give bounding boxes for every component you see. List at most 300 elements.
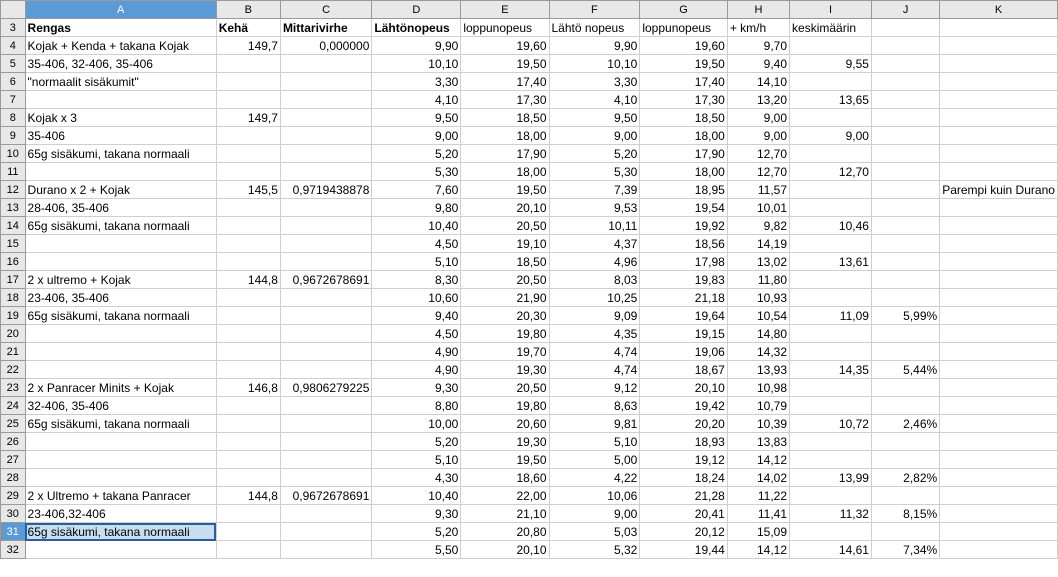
- table-row[interactable]: [1, 199, 1058, 217]
- cell-E18[interactable]: 21,90: [461, 289, 549, 307]
- row-header-11[interactable]: 11: [1, 163, 26, 181]
- cell-H10[interactable]: 12,70: [727, 145, 789, 163]
- cell-E11[interactable]: 18,00: [461, 163, 549, 181]
- cell-I15[interactable]: [790, 235, 872, 253]
- cell-D23[interactable]: 9,30: [372, 379, 461, 397]
- cell-G16[interactable]: 17,98: [640, 253, 728, 271]
- cell-B12[interactable]: 145,5: [216, 181, 280, 199]
- cell-E25[interactable]: 20,60: [461, 415, 549, 433]
- cell-C17[interactable]: 0,9672678691: [280, 271, 371, 289]
- cell-F11[interactable]: 5,30: [549, 163, 640, 181]
- cell-C7[interactable]: [280, 91, 371, 109]
- cell-G18[interactable]: 21,18: [640, 289, 728, 307]
- cell-A23[interactable]: 2 x Panracer Minits + Kojak: [25, 379, 216, 397]
- cell-H13[interactable]: 10,01: [727, 199, 789, 217]
- cell-D21[interactable]: 4,90: [372, 343, 461, 361]
- cell-F27[interactable]: 5,00: [549, 451, 640, 469]
- cell-D32[interactable]: 5,50: [372, 541, 461, 559]
- cell-J5[interactable]: [871, 55, 939, 73]
- cell-C10[interactable]: [280, 145, 371, 163]
- table-row[interactable]: [1, 397, 1058, 415]
- cell-G10[interactable]: 17,90: [640, 145, 728, 163]
- cell-B8[interactable]: 149,7: [216, 109, 280, 127]
- cell-J18[interactable]: [871, 289, 939, 307]
- cell-E4[interactable]: 19,60: [461, 37, 549, 55]
- column-header-b[interactable]: B: [216, 1, 280, 19]
- cell-D9[interactable]: 9,00: [372, 127, 461, 145]
- cell-J13[interactable]: [871, 199, 939, 217]
- cell-J22[interactable]: 5,44%: [871, 361, 939, 379]
- cell-H26[interactable]: 13,83: [727, 433, 789, 451]
- cell-G23[interactable]: 20,10: [640, 379, 728, 397]
- cell-J32[interactable]: 7,34%: [871, 541, 939, 559]
- cell-D6[interactable]: 3,30: [372, 73, 461, 91]
- cell-I13[interactable]: [790, 199, 872, 217]
- cell-D3[interactable]: Lähtönopeus: [372, 19, 461, 37]
- cell-I22[interactable]: 14,35: [790, 361, 872, 379]
- row-header-13[interactable]: 13: [1, 199, 26, 217]
- cell-B16[interactable]: [216, 253, 280, 271]
- cell-C25[interactable]: [280, 415, 371, 433]
- cell-D5[interactable]: 10,10: [372, 55, 461, 73]
- cell-J23[interactable]: [871, 379, 939, 397]
- cell-E26[interactable]: 19,30: [461, 433, 549, 451]
- cell-B29[interactable]: 144,8: [216, 487, 280, 505]
- cell-E21[interactable]: 19,70: [461, 343, 549, 361]
- cell-H30[interactable]: 11,41: [727, 505, 789, 523]
- row-header-26[interactable]: 26: [1, 433, 26, 451]
- cell-K12[interactable]: Parempi kuin Durano: [940, 181, 1058, 199]
- cell-H24[interactable]: 10,79: [727, 397, 789, 415]
- cell-J12[interactable]: [871, 181, 939, 199]
- cell-C14[interactable]: [280, 217, 371, 235]
- cell-B9[interactable]: [216, 127, 280, 145]
- cell-A24[interactable]: 32-406, 35-406: [25, 397, 216, 415]
- cell-D24[interactable]: 8,80: [372, 397, 461, 415]
- cell-E16[interactable]: 18,50: [461, 253, 549, 271]
- cell-H29[interactable]: 11,22: [727, 487, 789, 505]
- cell-G28[interactable]: 18,24: [640, 469, 728, 487]
- cell-G3[interactable]: loppunopeus: [640, 19, 728, 37]
- grid-body[interactable]: [1, 19, 1058, 559]
- cell-F19[interactable]: 9,09: [549, 307, 640, 325]
- cell-C16[interactable]: [280, 253, 371, 271]
- cell-E22[interactable]: 19,30: [461, 361, 549, 379]
- cell-A29[interactable]: 2 x Ultremo + takana Panracer: [25, 487, 216, 505]
- cell-F12[interactable]: 7,39: [549, 181, 640, 199]
- cell-H20[interactable]: 14,80: [727, 325, 789, 343]
- column-header-g[interactable]: G: [640, 1, 728, 19]
- cell-H5[interactable]: 9,40: [727, 55, 789, 73]
- cell-A22[interactable]: [25, 361, 216, 379]
- cell-C22[interactable]: [280, 361, 371, 379]
- cell-A10[interactable]: 65g sisäkumi, takana normaali: [25, 145, 216, 163]
- cell-I24[interactable]: [790, 397, 872, 415]
- cell-H11[interactable]: 12,70: [727, 163, 789, 181]
- row-header-17[interactable]: 17: [1, 271, 26, 289]
- cell-A9[interactable]: 35-406: [25, 127, 216, 145]
- cell-G26[interactable]: 18,93: [640, 433, 728, 451]
- row-header-28[interactable]: 28: [1, 469, 26, 487]
- cell-I19[interactable]: 11,09: [790, 307, 872, 325]
- cell-I32[interactable]: 14,61: [790, 541, 872, 559]
- cell-G22[interactable]: 18,67: [640, 361, 728, 379]
- cell-J28[interactable]: 2,82%: [871, 469, 939, 487]
- cell-K21[interactable]: [940, 343, 1058, 361]
- cell-C26[interactable]: [280, 433, 371, 451]
- cell-F25[interactable]: 9,81: [549, 415, 640, 433]
- cell-A28[interactable]: [25, 469, 216, 487]
- cell-F15[interactable]: 4,37: [549, 235, 640, 253]
- corner-select-all[interactable]: [1, 1, 26, 19]
- cell-G29[interactable]: 21,28: [640, 487, 728, 505]
- cell-C28[interactable]: [280, 469, 371, 487]
- cell-C8[interactable]: [280, 109, 371, 127]
- cell-D7[interactable]: 4,10: [372, 91, 461, 109]
- row-header-23[interactable]: 23: [1, 379, 26, 397]
- cell-H21[interactable]: 14,32: [727, 343, 789, 361]
- cell-C5[interactable]: [280, 55, 371, 73]
- cell-H18[interactable]: 10,93: [727, 289, 789, 307]
- cell-K6[interactable]: [940, 73, 1058, 91]
- cell-C13[interactable]: [280, 199, 371, 217]
- cell-G11[interactable]: 18,00: [640, 163, 728, 181]
- table-row[interactable]: [1, 361, 1058, 379]
- cell-D11[interactable]: 5,30: [372, 163, 461, 181]
- cell-K31[interactable]: [940, 523, 1058, 541]
- table-row[interactable]: [1, 163, 1058, 181]
- cell-K15[interactable]: [940, 235, 1058, 253]
- cell-K3[interactable]: [940, 19, 1058, 37]
- cell-E9[interactable]: 18,00: [461, 127, 549, 145]
- cell-K26[interactable]: [940, 433, 1058, 451]
- cell-H15[interactable]: 14,19: [727, 235, 789, 253]
- cell-I29[interactable]: [790, 487, 872, 505]
- cell-C19[interactable]: [280, 307, 371, 325]
- cell-F7[interactable]: 4,10: [549, 91, 640, 109]
- cell-K24[interactable]: [940, 397, 1058, 415]
- cell-K25[interactable]: [940, 415, 1058, 433]
- table-row[interactable]: [1, 415, 1058, 433]
- row-header-19[interactable]: 19: [1, 307, 26, 325]
- cell-A11[interactable]: [25, 163, 216, 181]
- cell-J24[interactable]: [871, 397, 939, 415]
- cell-H16[interactable]: 13,02: [727, 253, 789, 271]
- cell-D28[interactable]: 4,30: [372, 469, 461, 487]
- cell-E28[interactable]: 18,60: [461, 469, 549, 487]
- cell-I28[interactable]: 13,99: [790, 469, 872, 487]
- cell-F29[interactable]: 10,06: [549, 487, 640, 505]
- cell-K13[interactable]: [940, 199, 1058, 217]
- cell-A20[interactable]: [25, 325, 216, 343]
- cell-K17[interactable]: [940, 271, 1058, 289]
- cell-F14[interactable]: 10,11: [549, 217, 640, 235]
- cell-A14[interactable]: 65g sisäkumi, takana normaali: [25, 217, 216, 235]
- cell-B28[interactable]: [216, 469, 280, 487]
- table-row[interactable]: [1, 73, 1058, 91]
- column-header-h[interactable]: H: [727, 1, 789, 19]
- cell-I21[interactable]: [790, 343, 872, 361]
- column-header-e[interactable]: E: [461, 1, 549, 19]
- cell-B22[interactable]: [216, 361, 280, 379]
- table-row[interactable]: [1, 91, 1058, 109]
- cell-B30[interactable]: [216, 505, 280, 523]
- cell-C20[interactable]: [280, 325, 371, 343]
- cell-D20[interactable]: 4,50: [372, 325, 461, 343]
- cell-H32[interactable]: 14,12: [727, 541, 789, 559]
- cell-G5[interactable]: 19,50: [640, 55, 728, 73]
- cell-F32[interactable]: 5,32: [549, 541, 640, 559]
- cell-A15[interactable]: [25, 235, 216, 253]
- cell-B25[interactable]: [216, 415, 280, 433]
- cell-K5[interactable]: [940, 55, 1058, 73]
- table-row[interactable]: [1, 217, 1058, 235]
- cell-F6[interactable]: 3,30: [549, 73, 640, 91]
- cell-F9[interactable]: 9,00: [549, 127, 640, 145]
- cell-E29[interactable]: 22,00: [461, 487, 549, 505]
- cell-F23[interactable]: 9,12: [549, 379, 640, 397]
- cell-A13[interactable]: 28-406, 35-406: [25, 199, 216, 217]
- cell-G14[interactable]: 19,92: [640, 217, 728, 235]
- cell-I6[interactable]: [790, 73, 872, 91]
- cell-G21[interactable]: 19,06: [640, 343, 728, 361]
- table-row[interactable]: [1, 37, 1058, 55]
- cell-G9[interactable]: 18,00: [640, 127, 728, 145]
- cell-J4[interactable]: [871, 37, 939, 55]
- row-header-8[interactable]: 8: [1, 109, 26, 127]
- cell-C18[interactable]: [280, 289, 371, 307]
- cell-C24[interactable]: [280, 397, 371, 415]
- table-row[interactable]: [1, 541, 1058, 559]
- cell-I11[interactable]: 12,70: [790, 163, 872, 181]
- cell-G13[interactable]: 19,54: [640, 199, 728, 217]
- cell-E8[interactable]: 18,50: [461, 109, 549, 127]
- cell-B24[interactable]: [216, 397, 280, 415]
- cell-K32[interactable]: [940, 541, 1058, 559]
- cell-B20[interactable]: [216, 325, 280, 343]
- cell-G8[interactable]: 18,50: [640, 109, 728, 127]
- cell-G6[interactable]: 17,40: [640, 73, 728, 91]
- cell-F31[interactable]: 5,03: [549, 523, 640, 541]
- cell-B32[interactable]: [216, 541, 280, 559]
- cell-A6[interactable]: "normaalit sisäkumit": [25, 73, 216, 91]
- cell-G15[interactable]: 18,56: [640, 235, 728, 253]
- cell-F22[interactable]: 4,74: [549, 361, 640, 379]
- cell-G24[interactable]: 19,42: [640, 397, 728, 415]
- cell-J11[interactable]: [871, 163, 939, 181]
- table-row[interactable]: [1, 181, 1058, 199]
- cell-E3[interactable]: loppunopeus: [461, 19, 549, 37]
- cell-D22[interactable]: 4,90: [372, 361, 461, 379]
- cell-C27[interactable]: [280, 451, 371, 469]
- cell-F24[interactable]: 8,63: [549, 397, 640, 415]
- cell-J7[interactable]: [871, 91, 939, 109]
- cell-B13[interactable]: [216, 199, 280, 217]
- cell-K16[interactable]: [940, 253, 1058, 271]
- table-row[interactable]: [1, 19, 1058, 37]
- cell-G7[interactable]: 17,30: [640, 91, 728, 109]
- row-header-22[interactable]: 22: [1, 361, 26, 379]
- row-header-14[interactable]: 14: [1, 217, 26, 235]
- cell-K22[interactable]: [940, 361, 1058, 379]
- table-row[interactable]: [1, 307, 1058, 325]
- cell-A30[interactable]: 23-406,32-406: [25, 505, 216, 523]
- cell-G27[interactable]: 19,12: [640, 451, 728, 469]
- cell-G32[interactable]: 19,44: [640, 541, 728, 559]
- column-header-c[interactable]: C: [280, 1, 371, 19]
- cell-J26[interactable]: [871, 433, 939, 451]
- cell-D8[interactable]: 9,50: [372, 109, 461, 127]
- cell-H31[interactable]: 15,09: [727, 523, 789, 541]
- cell-E23[interactable]: 20,50: [461, 379, 549, 397]
- cell-K19[interactable]: [940, 307, 1058, 325]
- cell-I18[interactable]: [790, 289, 872, 307]
- column-header-j[interactable]: J: [871, 1, 939, 19]
- cell-F8[interactable]: 9,50: [549, 109, 640, 127]
- cell-I30[interactable]: 11,32: [790, 505, 872, 523]
- cell-J25[interactable]: 2,46%: [871, 415, 939, 433]
- cell-F17[interactable]: 8,03: [549, 271, 640, 289]
- cell-F5[interactable]: 10,10: [549, 55, 640, 73]
- cell-I9[interactable]: 9,00: [790, 127, 872, 145]
- cell-G19[interactable]: 19,64: [640, 307, 728, 325]
- cell-I31[interactable]: [790, 523, 872, 541]
- cell-H7[interactable]: 13,20: [727, 91, 789, 109]
- cell-H4[interactable]: 9,70: [727, 37, 789, 55]
- table-row[interactable]: [1, 235, 1058, 253]
- cell-E17[interactable]: 20,50: [461, 271, 549, 289]
- cell-J20[interactable]: [871, 325, 939, 343]
- table-row[interactable]: [1, 343, 1058, 361]
- cell-J29[interactable]: [871, 487, 939, 505]
- row-header-20[interactable]: 20: [1, 325, 26, 343]
- cell-E31[interactable]: 20,80: [461, 523, 549, 541]
- row-header-7[interactable]: 7: [1, 91, 26, 109]
- cell-I27[interactable]: [790, 451, 872, 469]
- cell-J3[interactable]: [871, 19, 939, 37]
- cell-H19[interactable]: 10,54: [727, 307, 789, 325]
- cell-B5[interactable]: [216, 55, 280, 73]
- cell-B6[interactable]: [216, 73, 280, 91]
- table-row[interactable]: [1, 433, 1058, 451]
- cell-F3[interactable]: Lähtö nopeus: [549, 19, 640, 37]
- table-row[interactable]: [1, 379, 1058, 397]
- cell-D16[interactable]: 5,10: [372, 253, 461, 271]
- cell-B11[interactable]: [216, 163, 280, 181]
- cell-D17[interactable]: 8,30: [372, 271, 461, 289]
- cell-G25[interactable]: 20,20: [640, 415, 728, 433]
- cell-E19[interactable]: 20,30: [461, 307, 549, 325]
- row-header-24[interactable]: 24: [1, 397, 26, 415]
- cell-I25[interactable]: 10,72: [790, 415, 872, 433]
- cell-B3[interactable]: Kehä: [216, 19, 280, 37]
- cell-A4[interactable]: Kojak + Kenda + takana Kojak: [25, 37, 216, 55]
- cell-J27[interactable]: [871, 451, 939, 469]
- cell-C32[interactable]: [280, 541, 371, 559]
- cell-K4[interactable]: [940, 37, 1058, 55]
- cell-B18[interactable]: [216, 289, 280, 307]
- cell-K27[interactable]: [940, 451, 1058, 469]
- cell-G4[interactable]: 19,60: [640, 37, 728, 55]
- cell-G30[interactable]: 20,41: [640, 505, 728, 523]
- row-header-15[interactable]: 15: [1, 235, 26, 253]
- cell-I23[interactable]: [790, 379, 872, 397]
- cell-I26[interactable]: [790, 433, 872, 451]
- cell-B31[interactable]: [216, 523, 280, 541]
- row-header-27[interactable]: 27: [1, 451, 26, 469]
- cell-D30[interactable]: 9,30: [372, 505, 461, 523]
- cell-H25[interactable]: 10,39: [727, 415, 789, 433]
- cell-E12[interactable]: 19,50: [461, 181, 549, 199]
- cell-H6[interactable]: 14,10: [727, 73, 789, 91]
- cell-K11[interactable]: [940, 163, 1058, 181]
- cell-I4[interactable]: [790, 37, 872, 55]
- cell-B7[interactable]: [216, 91, 280, 109]
- row-header-30[interactable]: 30: [1, 505, 26, 523]
- cell-E5[interactable]: 19,50: [461, 55, 549, 73]
- cell-E27[interactable]: 19,50: [461, 451, 549, 469]
- row-header-18[interactable]: 18: [1, 289, 26, 307]
- cell-J14[interactable]: [871, 217, 939, 235]
- cell-J16[interactable]: [871, 253, 939, 271]
- cell-D31[interactable]: 5,20: [372, 523, 461, 541]
- table-row[interactable]: [1, 469, 1058, 487]
- cell-C21[interactable]: [280, 343, 371, 361]
- cell-A7[interactable]: [25, 91, 216, 109]
- cell-A31[interactable]: 65g sisäkumi, takana normaali: [25, 523, 216, 541]
- cell-K9[interactable]: [940, 127, 1058, 145]
- row-header-4[interactable]: 4: [1, 37, 26, 55]
- cell-C11[interactable]: [280, 163, 371, 181]
- cell-C3[interactable]: Mittarivirhe: [280, 19, 371, 37]
- row-header-5[interactable]: 5: [1, 55, 26, 73]
- cell-D14[interactable]: 10,40: [372, 217, 461, 235]
- row-header-32[interactable]: 32: [1, 541, 26, 559]
- cell-E15[interactable]: 19,10: [461, 235, 549, 253]
- cell-C12[interactable]: 0,9719438878: [280, 181, 371, 199]
- cell-E14[interactable]: 20,50: [461, 217, 549, 235]
- cell-I10[interactable]: [790, 145, 872, 163]
- cell-J21[interactable]: [871, 343, 939, 361]
- cell-A3[interactable]: Rengas: [25, 19, 216, 37]
- cell-J8[interactable]: [871, 109, 939, 127]
- cell-F26[interactable]: 5,10: [549, 433, 640, 451]
- row-header-25[interactable]: 25: [1, 415, 26, 433]
- cell-D19[interactable]: 9,40: [372, 307, 461, 325]
- cell-I12[interactable]: [790, 181, 872, 199]
- table-row[interactable]: [1, 289, 1058, 307]
- cell-C15[interactable]: [280, 235, 371, 253]
- row-header-9[interactable]: 9: [1, 127, 26, 145]
- cell-B10[interactable]: [216, 145, 280, 163]
- cell-F10[interactable]: 5,20: [549, 145, 640, 163]
- column-header-a[interactable]: A: [25, 1, 216, 19]
- cell-K28[interactable]: [940, 469, 1058, 487]
- cell-B15[interactable]: [216, 235, 280, 253]
- cell-D27[interactable]: 5,10: [372, 451, 461, 469]
- cell-K7[interactable]: [940, 91, 1058, 109]
- cell-C29[interactable]: 0,9672678691: [280, 487, 371, 505]
- cell-G20[interactable]: 19,15: [640, 325, 728, 343]
- cell-H14[interactable]: 9,82: [727, 217, 789, 235]
- table-row[interactable]: [1, 271, 1058, 289]
- cell-A16[interactable]: [25, 253, 216, 271]
- cell-J19[interactable]: 5,99%: [871, 307, 939, 325]
- cell-H28[interactable]: 14,02: [727, 469, 789, 487]
- cell-J31[interactable]: [871, 523, 939, 541]
- cell-A19[interactable]: 65g sisäkumi, takana normaali: [25, 307, 216, 325]
- cell-I20[interactable]: [790, 325, 872, 343]
